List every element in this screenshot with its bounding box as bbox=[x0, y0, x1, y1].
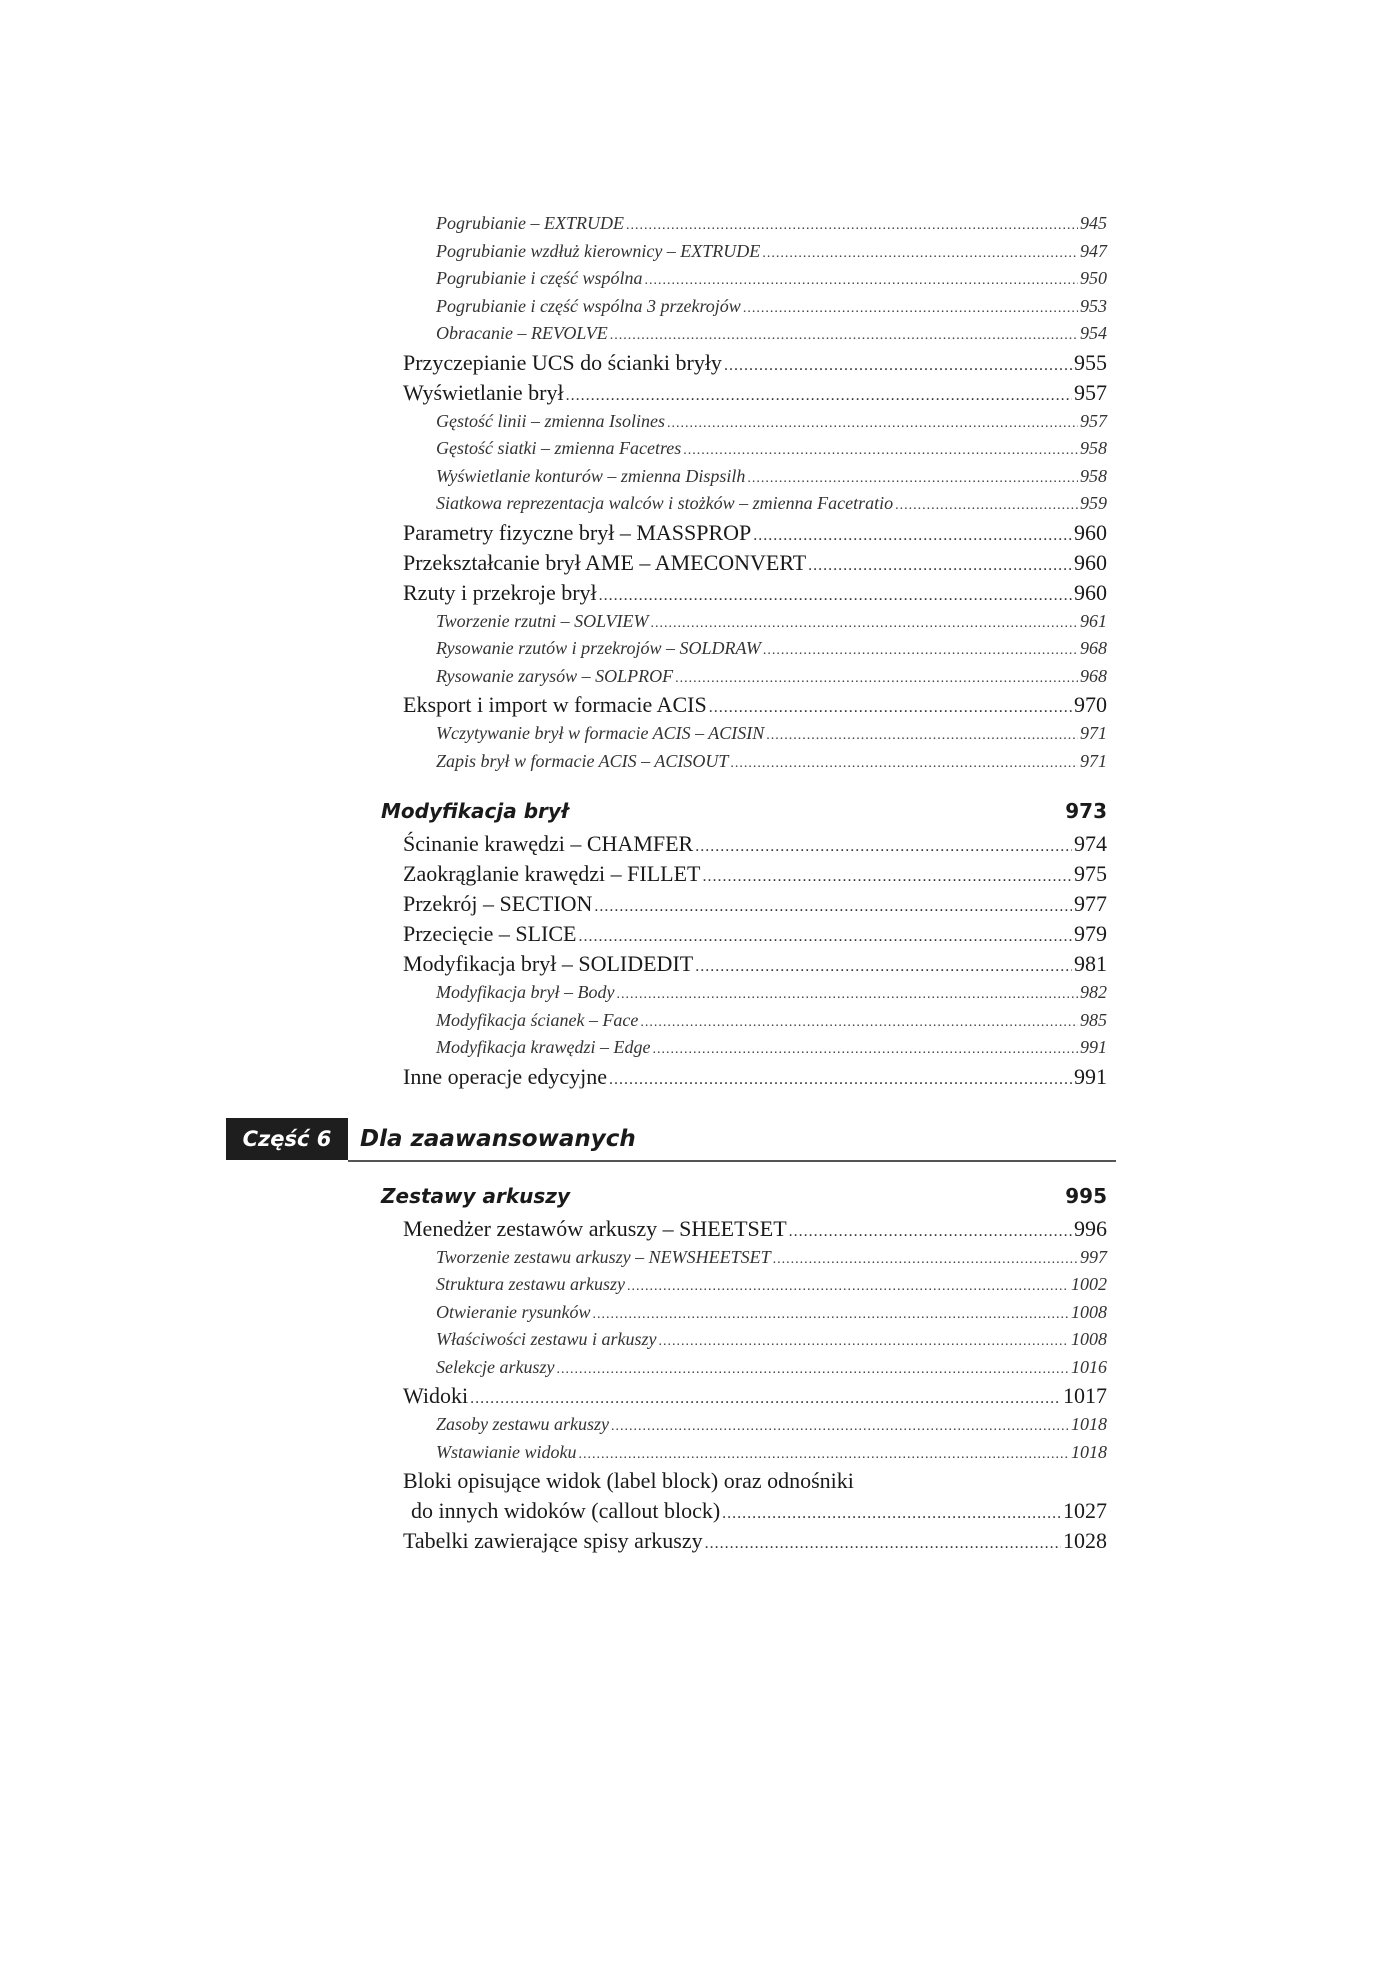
entry-page: 971 bbox=[1080, 723, 1107, 743]
dot-leader bbox=[702, 862, 1072, 892]
entry-page: 953 bbox=[1080, 295, 1107, 316]
chapter-title: Zestawy arkuszy bbox=[381, 1183, 570, 1208]
dot-leader bbox=[556, 1356, 1069, 1384]
chapter-page: 995 bbox=[1065, 1183, 1107, 1208]
toc-entry bbox=[403, 348, 1107, 378]
toc-entry bbox=[436, 490, 1107, 518]
entry-page: 961 bbox=[1080, 610, 1107, 631]
entry-label-line1: Bloki opisujące widok (label block) oraz odnośniki bbox=[403, 1468, 854, 1493]
dot-leader bbox=[609, 1065, 1072, 1095]
toc-entry bbox=[436, 635, 1107, 663]
dot-leader bbox=[747, 465, 1078, 493]
entry-page: 947 bbox=[1080, 240, 1107, 261]
entry-label: Ścinanie krawędzi – CHAMFER bbox=[403, 831, 694, 856]
toc-entry bbox=[403, 518, 1107, 548]
dot-leader bbox=[730, 750, 1078, 778]
toc-entry bbox=[436, 293, 1107, 321]
entry-page: 957 bbox=[1074, 379, 1107, 405]
dot-leader bbox=[594, 892, 1072, 922]
entry-label: Tworzenie zestawu arkuszy – NEWSHEETSET bbox=[436, 1246, 771, 1267]
entry-label: Tabelki zawierające spisy arkuszy bbox=[403, 1528, 703, 1553]
entry-page: 960 bbox=[1074, 519, 1107, 545]
entry-page: 1018 bbox=[1071, 1441, 1107, 1462]
entry-label: Rysowanie rzutów i przekrojów – SOLDRAW bbox=[436, 638, 761, 658]
toc-entry bbox=[436, 210, 1107, 238]
part-title: Dla zaawansowanych bbox=[360, 1125, 636, 1152]
toc-entry bbox=[436, 1007, 1107, 1035]
entry-page: 1018 bbox=[1071, 1414, 1107, 1434]
entry-page: 997 bbox=[1080, 1246, 1107, 1267]
dot-leader bbox=[766, 722, 1078, 750]
chapter-title: Modyfikacja brył bbox=[381, 799, 569, 823]
toc-entry bbox=[403, 949, 1107, 979]
dot-leader bbox=[579, 1441, 1070, 1469]
entry-label: Właściwości zestawu i arkuszy bbox=[436, 1329, 657, 1349]
entry-label: Eksport i import w formacie ACIS bbox=[403, 692, 707, 717]
toc-entry bbox=[403, 1214, 1107, 1244]
entry-page: 1008 bbox=[1071, 1301, 1107, 1322]
dot-leader bbox=[626, 212, 1078, 240]
toc-entry bbox=[436, 663, 1107, 691]
toc-section-c bbox=[0, 1214, 1400, 1467]
table-of-contents bbox=[0, 210, 1400, 1556]
dot-leader bbox=[651, 610, 1078, 638]
dot-leader bbox=[627, 1273, 1069, 1301]
dot-leader bbox=[789, 1217, 1072, 1247]
dot-leader bbox=[675, 665, 1078, 693]
entry-label: Menedżer zestawów arkuszy – SHEETSET bbox=[403, 1215, 787, 1241]
dot-leader bbox=[743, 295, 1078, 323]
dot-leader bbox=[659, 1328, 1070, 1356]
entry-label: Zasoby zestawu arkuszy bbox=[436, 1414, 610, 1434]
entry-page: 1016 bbox=[1071, 1356, 1107, 1377]
toc-entry bbox=[436, 748, 1107, 776]
entry-label: Przyczepianie UCS do ścianki bryły bbox=[403, 349, 722, 375]
toc-entry bbox=[436, 608, 1107, 636]
entry-label: Wyświetlanie brył bbox=[403, 379, 564, 405]
entry-label: Wczytywanie brył w formacie ACIS – ACISIN bbox=[436, 723, 765, 743]
entry-page: 982 bbox=[1080, 982, 1107, 1002]
toc-entry bbox=[436, 265, 1107, 293]
dot-leader bbox=[644, 267, 1078, 295]
entry-label: Rzuty i przekroje brył bbox=[403, 579, 597, 605]
dot-leader bbox=[763, 637, 1078, 665]
toc-entry bbox=[436, 1299, 1107, 1327]
entry-label: Parametry fizyczne brył – MASSPROP bbox=[403, 519, 752, 545]
entry-page: 971 bbox=[1080, 750, 1107, 771]
toc-entry bbox=[436, 463, 1107, 491]
entry-page: 981 bbox=[1074, 951, 1107, 976]
entry-page: 985 bbox=[1080, 1009, 1107, 1030]
entry-page: 1027 bbox=[1063, 1498, 1107, 1523]
dot-leader bbox=[705, 1529, 1061, 1559]
toc-entry bbox=[436, 979, 1107, 1007]
entry-page: 955 bbox=[1074, 349, 1107, 375]
toc-entry bbox=[403, 378, 1107, 408]
dot-leader bbox=[599, 581, 1072, 611]
toc-entry bbox=[436, 1034, 1107, 1062]
toc-entry bbox=[403, 859, 1107, 889]
entry-label: Przekrój – SECTION bbox=[403, 891, 593, 916]
toc-section-b bbox=[0, 829, 1400, 1092]
entry-page: 974 bbox=[1074, 831, 1107, 856]
entry-label: Obracanie – REVOLVE bbox=[436, 323, 608, 343]
entry-label: Inne operacje edycyjne bbox=[403, 1063, 607, 1089]
toc-entry bbox=[403, 1381, 1107, 1411]
entry-label: Gęstość siatki – zmienna Facetres bbox=[436, 438, 682, 458]
entry-label: Przecięcie – SLICE bbox=[403, 921, 577, 946]
entry-label: Modyfikacja brył – Body bbox=[436, 982, 615, 1002]
dot-leader bbox=[667, 410, 1078, 438]
part-heading bbox=[0, 1112, 1400, 1168]
entry-page: 958 bbox=[1080, 438, 1107, 458]
dot-leader bbox=[709, 693, 1072, 723]
dot-leader bbox=[579, 922, 1073, 952]
dot-leader bbox=[470, 1384, 1061, 1414]
entry-page: 950 bbox=[1080, 268, 1107, 288]
dot-leader bbox=[566, 381, 1072, 411]
entry-page: 957 bbox=[1080, 410, 1107, 431]
entry-page: 996 bbox=[1074, 1215, 1107, 1241]
toc-entry bbox=[436, 720, 1107, 748]
entry-label: Modyfikacja krawędzi – Edge bbox=[436, 1037, 651, 1057]
toc-entry bbox=[436, 1439, 1107, 1467]
entry-page: 977 bbox=[1074, 891, 1107, 916]
toc-entry bbox=[436, 1354, 1107, 1382]
dot-leader bbox=[610, 322, 1078, 350]
entry-label: Tworzenie rzutni – SOLVIEW bbox=[436, 610, 649, 631]
dot-leader bbox=[695, 832, 1072, 862]
entry-label: Pogrubianie – EXTRUDE bbox=[436, 213, 624, 233]
entry-page: 959 bbox=[1080, 493, 1107, 513]
entry-page: 1008 bbox=[1071, 1329, 1107, 1349]
toc-entry bbox=[403, 578, 1107, 608]
toc-entry bbox=[403, 690, 1107, 720]
entry-label: Zaokrąglanie krawędzi – FILLET bbox=[403, 861, 701, 886]
entry-label: Wyświetlanie konturów – zmienna Dispsilh bbox=[436, 465, 746, 486]
dot-leader bbox=[640, 1009, 1078, 1037]
dot-leader bbox=[695, 952, 1072, 982]
toc-section-a bbox=[0, 210, 1400, 775]
toc-entry bbox=[436, 1326, 1107, 1354]
entry-page: 960 bbox=[1074, 579, 1107, 605]
toc-entry bbox=[403, 1062, 1107, 1092]
entry-label: Wstawianie widoku bbox=[436, 1441, 577, 1462]
entry-page: 991 bbox=[1074, 1063, 1107, 1089]
entry-label: Selekcje arkuszy bbox=[436, 1356, 555, 1377]
toc-entry bbox=[403, 1526, 1107, 1556]
dot-leader bbox=[722, 1499, 1061, 1529]
toc-entry bbox=[403, 829, 1107, 859]
entry-page: 970 bbox=[1074, 692, 1107, 717]
toc-entry bbox=[436, 238, 1107, 266]
entry-page: 979 bbox=[1074, 921, 1107, 946]
entry-label: Przekształcanie brył AME – AMECONVERT bbox=[403, 549, 807, 575]
chapter-heading-modyfikacja bbox=[381, 789, 1107, 829]
dot-leader bbox=[762, 240, 1078, 268]
dot-leader bbox=[616, 981, 1078, 1009]
entry-page: 1017 bbox=[1063, 1383, 1107, 1408]
entry-page: 1028 bbox=[1063, 1528, 1107, 1553]
dot-leader bbox=[773, 1246, 1078, 1274]
entry-label: Zapis brył w formacie ACIS – ACISOUT bbox=[436, 750, 729, 771]
toc-entry bbox=[436, 320, 1107, 348]
chapter-page: 973 bbox=[1065, 799, 1107, 823]
entry-label: Modyfikacja brył – SOLIDEDIT bbox=[403, 951, 694, 976]
part-badge: Część 6 bbox=[226, 1118, 348, 1160]
entry-label: Struktura zestawu arkuszy bbox=[436, 1274, 625, 1294]
entry-page: 968 bbox=[1080, 638, 1107, 658]
toc-entry bbox=[403, 889, 1107, 919]
dot-leader bbox=[652, 1036, 1078, 1064]
toc-entry bbox=[436, 1244, 1107, 1272]
entry-label: Pogrubianie i część wspólna bbox=[436, 268, 643, 288]
entry-page: 958 bbox=[1080, 465, 1107, 486]
toc-entry-multiline bbox=[403, 1466, 1107, 1526]
entry-page: 1002 bbox=[1071, 1274, 1107, 1294]
toc-entry bbox=[436, 1271, 1107, 1299]
entry-page: 960 bbox=[1074, 549, 1107, 575]
toc-entry bbox=[436, 408, 1107, 436]
entry-label: Otwieranie rysunków bbox=[436, 1301, 591, 1322]
entry-page: 991 bbox=[1080, 1037, 1107, 1057]
entry-label: Rysowanie zarysów – SOLPROF bbox=[436, 665, 674, 686]
dot-leader bbox=[895, 492, 1078, 520]
entry-label: Siatkowa reprezentacja walców i stożków – zmienna Facetratio bbox=[436, 493, 894, 513]
entry-label: Modyfikacja ścianek – Face bbox=[436, 1009, 639, 1030]
toc-entry bbox=[436, 435, 1107, 463]
toc-entry bbox=[403, 919, 1107, 949]
toc-entry bbox=[403, 548, 1107, 578]
entry-label-line2: do innych widoków (callout block) bbox=[411, 1498, 721, 1523]
dot-leader bbox=[611, 1413, 1069, 1441]
entry-label: Pogrubianie wzdłuż kierownicy – EXTRUDE bbox=[436, 240, 761, 261]
dot-leader bbox=[724, 351, 1072, 381]
dot-leader bbox=[808, 551, 1072, 581]
chapter-heading-zestawy bbox=[381, 1174, 1107, 1214]
part-divider bbox=[348, 1160, 1116, 1162]
entry-label: Widoki bbox=[403, 1383, 469, 1408]
dot-leader bbox=[753, 521, 1072, 551]
entry-label: Pogrubianie i część wspólna 3 przekrojów bbox=[436, 295, 741, 316]
entry-page: 945 bbox=[1080, 213, 1107, 233]
dot-leader bbox=[683, 437, 1078, 465]
entry-label: Gęstość linii – zmienna Isolines bbox=[436, 410, 665, 431]
entry-page: 975 bbox=[1074, 861, 1107, 886]
entry-page: 954 bbox=[1080, 323, 1107, 343]
toc-entry bbox=[436, 1411, 1107, 1439]
entry-page: 968 bbox=[1080, 665, 1107, 686]
dot-leader bbox=[593, 1301, 1070, 1329]
